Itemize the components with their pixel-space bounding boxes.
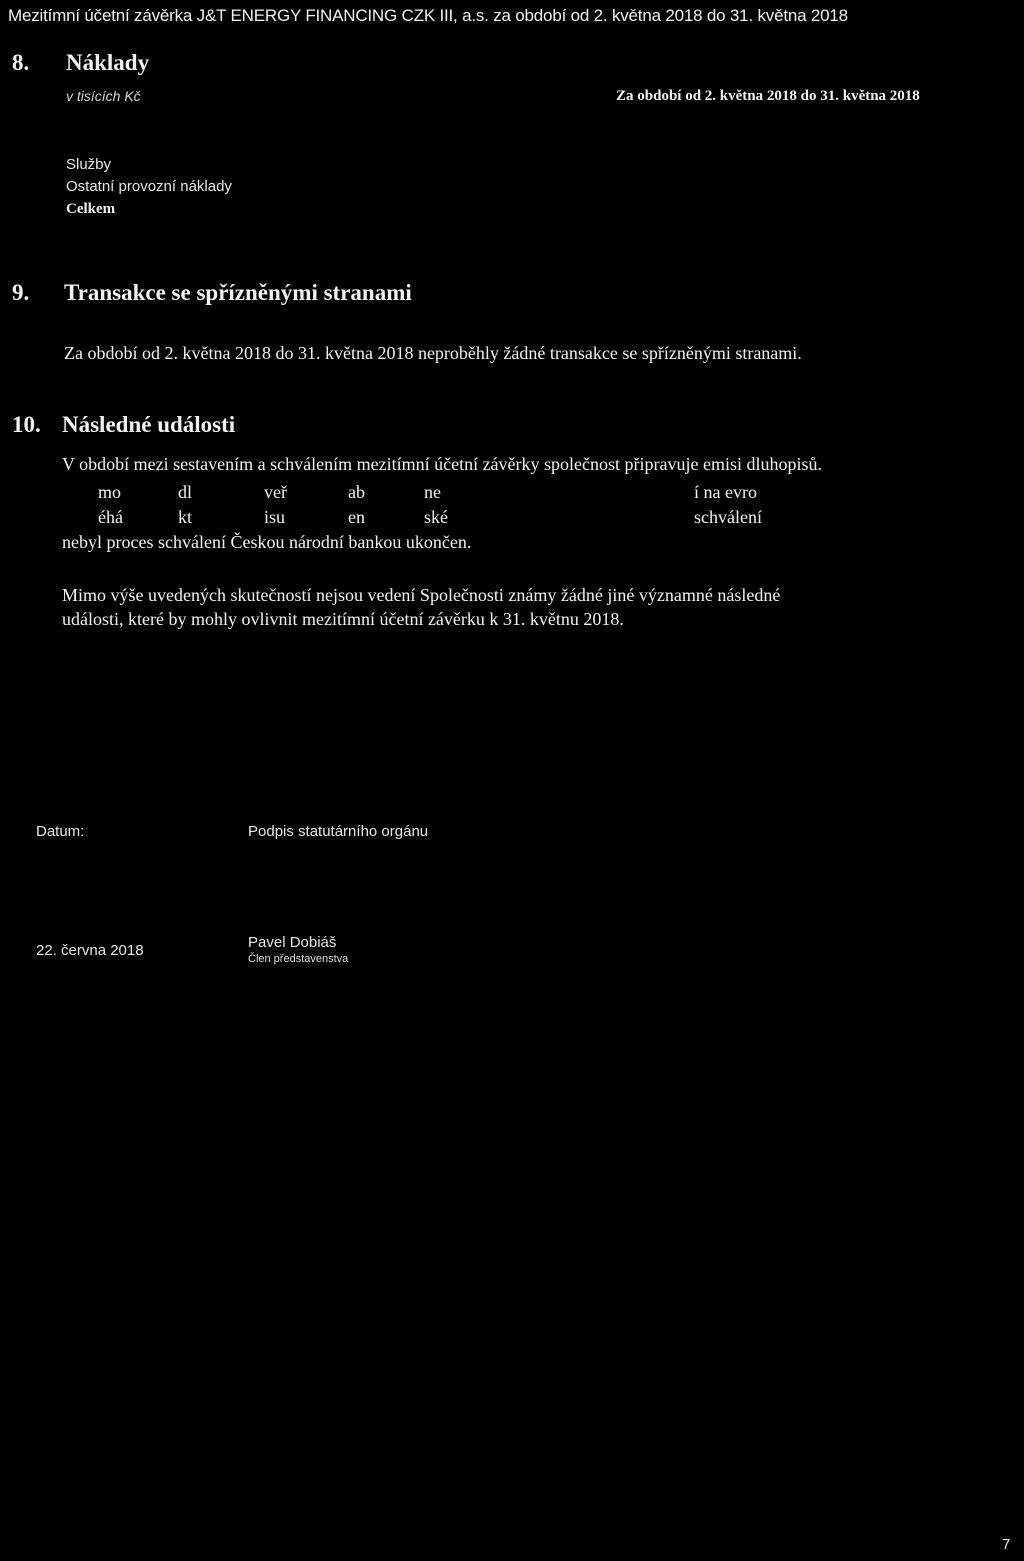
fragment-text: schválení [694,507,762,527]
fragment-text: dl [178,482,193,502]
section-9-number: 9. [12,280,30,305]
document-header: Mezitímní účetní závěrka J&T ENERGY FINANCING CZK III, a.s. za období od 2. května 2018 do 31. května 2018 [8,6,848,25]
signatory-role: Člen představenstva [248,953,349,965]
fragment-text: í na evro [694,482,757,502]
signature-date: 22. června 2018 [36,942,144,959]
row-services: Služby [66,156,112,173]
section-9-title: Transakce se spřízněnými stranami [64,280,412,305]
fragment-text: mo [98,482,122,502]
row-other-operating-costs: Ostatní provozní náklady [66,178,232,195]
signature-label: Podpis statutárního orgánu [248,823,429,840]
section-10-number: 10. [12,412,41,437]
section-10-para1-line1: V období mezi sestavením a schválením mezitímní účetní závěrky společnost připravuje emisi dluhopisů. [62,454,822,474]
fragment-text: kt [178,507,193,527]
fragment-text: ne [424,482,441,502]
section-10-para2-line1: Mimo výše uvedených skutečností nejsou vedení Společnosti známy žádné jiné významné následné [62,585,781,605]
fragment-text: ab [348,482,365,502]
units-label: v tisících Kč [66,88,141,104]
fragment-text: en [348,507,365,527]
section-8-title: Náklady [66,50,150,75]
date-label: Datum: [36,823,85,840]
page-number: 7 [1002,1536,1011,1553]
row-total: Celkem [66,201,116,217]
section-9-text: Za období od 2. května 2018 do 31. května 2018 neproběhly žádné transakce se spřízněnými stranami. [64,343,802,363]
period-column-header: Za období od 2. května 2018 do 31. května 2018 [616,88,920,104]
fragment-text: veř [264,482,287,502]
fragment-text: isu [264,507,286,527]
signatory-name: Pavel Dobiáš [248,934,337,951]
section-8-number: 8. [12,50,30,75]
fragment-text: ské [424,507,448,527]
fragment-text: éhá [98,507,123,527]
section-10-para1-line4: nebyl proces schválení Českou národní bankou ukončen. [62,532,472,552]
section-10-title: Následné události [62,412,236,437]
section-10-para2-line2: události, které by mohly ovlivnit mezitímní účetní závěrku k 31. květnu 2018. [62,609,624,629]
